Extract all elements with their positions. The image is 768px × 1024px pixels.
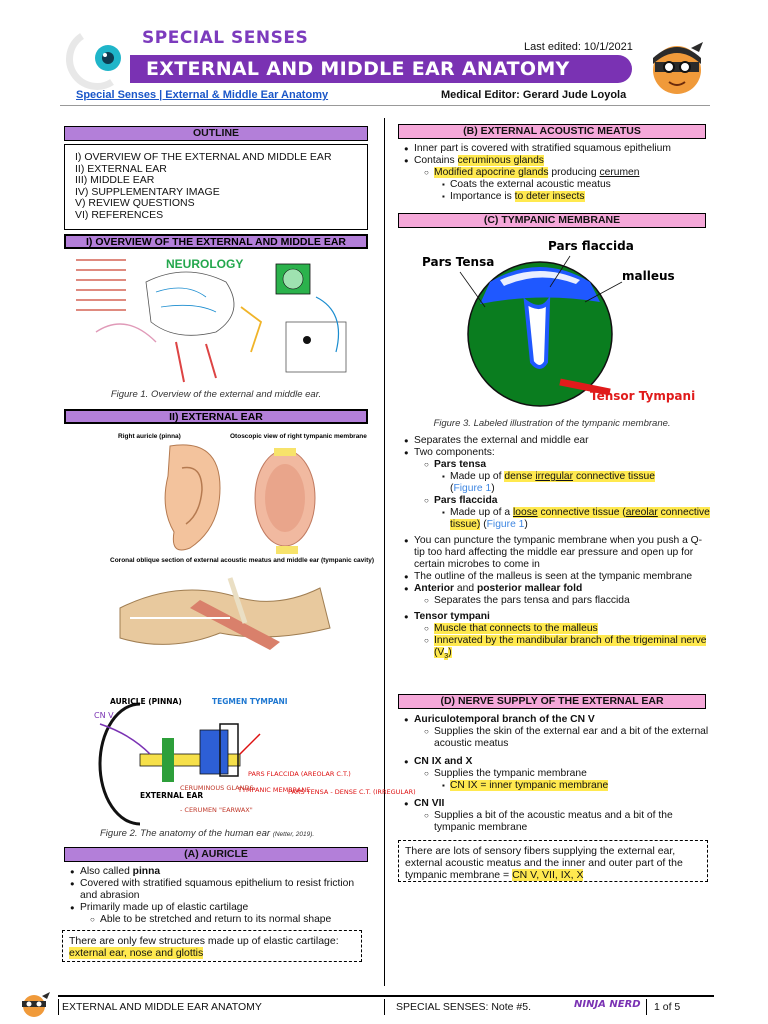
page-number: 1 of 5 bbox=[654, 1001, 681, 1013]
section-1-heading: I) OVERVIEW OF THE EXTERNAL AND MIDDLE EAR bbox=[64, 234, 368, 249]
list-item: ● Two components: bbox=[404, 447, 710, 459]
list-item: ○ Able to be stretched and return to its normal shape bbox=[70, 914, 370, 926]
outline-item[interactable]: IV) SUPPLEMENTARY IMAGE bbox=[75, 185, 220, 198]
list-item: ● Primarily made up of elastic cartilage bbox=[70, 902, 370, 914]
eye-logo-icon bbox=[72, 28, 130, 86]
section-2-heading: II) EXTERNAL EAR bbox=[64, 409, 368, 424]
ear-anatomy-netter-figure bbox=[70, 428, 375, 692]
outline-item[interactable]: III) MIDDLE EAR bbox=[75, 174, 155, 186]
list-item: ● You can puncture the tympanic membrane when you push a Q-tip too hard affecting the middle ear pressure and open up for certain microbes to come in bbox=[404, 535, 710, 571]
header-divider bbox=[60, 105, 710, 106]
footer-note: SPECIAL SENSES: Note #5. bbox=[396, 1001, 532, 1013]
ninja-nerd-logo: NINJA NERD bbox=[574, 999, 641, 1010]
list-item: ● Also called pinna bbox=[70, 866, 370, 878]
figure-2-caption: Figure 2. The anatomy of the human ear (Netter, 2019). bbox=[100, 828, 315, 839]
tympanic-list bbox=[404, 435, 710, 663]
svg-text:Pars flaccida: Pars flaccida bbox=[548, 239, 634, 253]
figure-3-caption: Figure 3. Labeled illustration of the tympanic membrane. bbox=[433, 418, 671, 429]
sensory-fibers-note: There are lots of sensory fibers supplying the external ear, external acoustic meatus and the inner and outer part of the tympanic membrane = CN V, VII, IX, X bbox=[398, 840, 708, 882]
list-item: ● Contains ceruminous glands bbox=[404, 155, 710, 167]
list-item: ▪ CN IX = inner tympanic membrane bbox=[404, 780, 710, 792]
neurology-label: NEUROLOGY bbox=[166, 257, 244, 271]
svg-text:TEGMEN TYMPANI: TEGMEN TYMPANI bbox=[212, 697, 288, 706]
list-item: ● CN VII bbox=[404, 798, 710, 810]
list-item: ▪ Coats the external acoustic meatus bbox=[404, 179, 710, 191]
medical-editor: Medical Editor: Gerard Jude Loyola bbox=[441, 89, 627, 101]
meatus-list bbox=[404, 143, 710, 203]
outline-item[interactable]: VI) REFERENCES bbox=[75, 208, 164, 221]
list-item: ○ Separates the pars tensa and pars flaccida bbox=[404, 595, 710, 607]
meatus-heading: (B) EXTERNAL ACOUSTIC MEATUS bbox=[398, 124, 706, 139]
list-item: ● Tensor tympani bbox=[404, 611, 710, 623]
column-divider bbox=[384, 118, 385, 986]
list-item: ▪ Made up of a loose connective tissue (areolar connective tissue) (Figure 1) bbox=[404, 507, 710, 531]
svg-text:PARS FLACCIDA (AREOLAR C.T.): PARS FLACCIDA (AREOLAR C.T.) bbox=[248, 770, 351, 778]
outline-item[interactable]: V) REVIEW QUESTIONS bbox=[75, 197, 195, 209]
ninja-mascot-icon bbox=[645, 38, 709, 96]
svg-text:TYMPANIC MEMBRANE: TYMPANIC MEMBRANE bbox=[238, 786, 311, 794]
nerve-list bbox=[404, 714, 710, 834]
figure-1-ref-link[interactable]: Figure 1 bbox=[486, 519, 525, 530]
footer-separator bbox=[646, 999, 647, 1015]
overview-figure bbox=[66, 252, 366, 386]
last-edited: Last edited: 10/1/2021 bbox=[524, 41, 633, 53]
list-item: ● Inner part is covered with stratified squamous epithelium bbox=[404, 143, 710, 155]
title-banner bbox=[130, 55, 632, 83]
list-item: ● The outline of the malleus is seen at the tympanic membrane bbox=[404, 571, 710, 583]
breadcrumb-link[interactable]: Special Senses | External & Middle Ear Anatomy bbox=[76, 89, 329, 101]
list-item: ○ Modified apocrine glands producing cerumen bbox=[404, 167, 710, 179]
svg-text:Pars Tensa: Pars Tensa bbox=[422, 255, 495, 269]
tympanic-membrane-figure bbox=[400, 232, 700, 412]
list-item: ● Anterior and posterior mallear fold bbox=[404, 583, 710, 595]
list-item: ▪ Importance is to deter insects bbox=[404, 191, 710, 203]
svg-text:PARS TENSA - DENSE C.T. (IRREG: PARS TENSA - DENSE C.T. (IRREGULAR) bbox=[288, 788, 416, 796]
footer-separator bbox=[58, 999, 59, 1015]
footer-separator bbox=[384, 999, 385, 1015]
list-item: ○ Supplies the skin of the external ear and a bit of the external acoustic meatus bbox=[404, 726, 710, 750]
svg-text:Otoscopic view of right tympan: Otoscopic view of right tympanic membrane bbox=[230, 433, 367, 440]
list-item: ● CN IX and X bbox=[404, 756, 710, 768]
svg-text:Right auricle (pinna): Right auricle (pinna) bbox=[118, 433, 181, 440]
list-item: ● Separates the external and middle ear bbox=[404, 435, 710, 447]
tympanic-heading: (C) TYMPANIC MEMBRANE bbox=[398, 213, 706, 228]
figure-1-caption: Figure 1. Overview of the external and middle ear. bbox=[110, 389, 322, 400]
page-title: EXTERNAL AND MIDDLE EAR ANATOMY bbox=[146, 58, 570, 80]
svg-text:Coronal oblique section of ext: Coronal oblique section of external acoustic meatus and middle ear (tympanic cavity) bbox=[110, 557, 375, 564]
list-item: ▪ Made up of dense irregular connective tissue (Figure 1) bbox=[404, 471, 710, 495]
list-item: ● Auriculotemporal branch of the CN V bbox=[404, 714, 710, 726]
nerve-supply-heading: (D) NERVE SUPPLY OF THE EXTERNAL EAR bbox=[398, 694, 706, 709]
list-item: ● Covered with stratified squamous epithelium to resist friction and abrasion bbox=[70, 878, 370, 902]
footer-topic: EXTERNAL AND MIDDLE EAR ANATOMY bbox=[62, 1001, 262, 1013]
list-item: ○ Muscle that connects to the malleus bbox=[404, 623, 710, 635]
svg-text:AURICLE (PINNA): AURICLE (PINNA) bbox=[110, 697, 182, 706]
auricle-heading: (A) AURICLE bbox=[64, 847, 368, 862]
list-item: ○ Pars flaccida bbox=[404, 495, 710, 507]
list-item: ○ Supplies a bit of the acoustic meatus and a bit of the tympanic membrane bbox=[404, 810, 710, 834]
figure-1-ref-link[interactable]: Figure 1 bbox=[453, 483, 492, 494]
list-item: ○ Innervated by the mandibular branch of the trigeminal nerve $(V_3)$ bbox=[404, 635, 710, 663]
list-item: ○ Supplies the tympanic membrane bbox=[404, 768, 710, 780]
auricle-list bbox=[70, 866, 370, 926]
svg-text:CERUMINOUS GLANDS: CERUMINOUS GLANDS bbox=[180, 784, 254, 792]
outline-box bbox=[64, 144, 368, 230]
svg-text:CN V: CN V bbox=[94, 711, 114, 720]
ninja-footer-icon bbox=[14, 990, 54, 1018]
svg-text:Tensor Tympani: Tensor Tympani bbox=[590, 389, 696, 403]
ear-schematic-figure bbox=[70, 694, 416, 826]
svg-text:- CERUMEN "EARWAX": - CERUMEN "EARWAX" bbox=[180, 806, 253, 814]
footer-divider bbox=[58, 995, 714, 997]
outline-heading: OUTLINE bbox=[64, 126, 368, 141]
elastic-cartilage-note: There are only few structures made up of elastic cartilage: external ear, nose and glottis bbox=[62, 930, 362, 962]
svg-text:EXTERNAL EAR: EXTERNAL EAR bbox=[140, 791, 204, 800]
subject-title: SPECIAL SENSES bbox=[142, 28, 309, 48]
svg-text:malleus: malleus bbox=[622, 269, 675, 283]
outline-item[interactable]: II) EXTERNAL EAR bbox=[75, 162, 167, 175]
outline-item[interactable]: I) OVERVIEW OF THE EXTERNAL AND MIDDLE EAR bbox=[75, 151, 332, 163]
list-item: ○ Pars tensa bbox=[404, 459, 710, 471]
